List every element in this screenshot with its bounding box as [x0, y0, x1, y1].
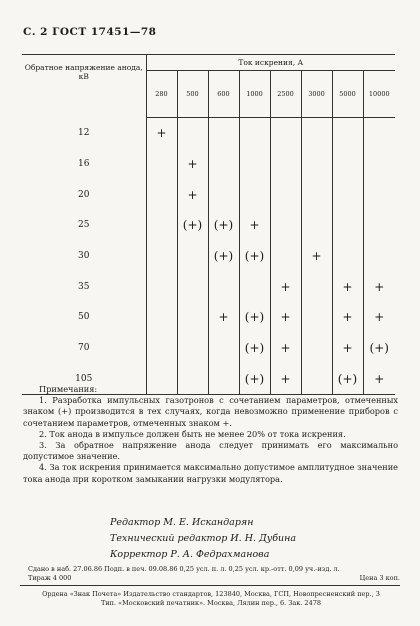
- cell-mark: (+): [369, 341, 389, 356]
- divider: [20, 585, 400, 586]
- cell-mark: +: [342, 341, 353, 356]
- notes-title: Примечания:: [39, 384, 98, 394]
- cell-mark: +: [187, 157, 198, 172]
- publisher-line: Ордена «Знак Почета» Издательство стандартов, 123840, Москва, ГСП, Новопресненский пер., 3: [42, 590, 380, 598]
- table-cell: [270, 241, 301, 272]
- table-cell: [208, 179, 239, 210]
- table-cell: [208, 271, 239, 302]
- cell-mark: (+): [244, 371, 265, 386]
- table-cell: [270, 118, 301, 149]
- table-cell: [363, 149, 395, 180]
- editor-line: Редактор М. Е. Искандарян: [110, 517, 254, 528]
- table-cell: [363, 241, 395, 272]
- table-cell: [239, 210, 270, 241]
- table-cell: [146, 149, 177, 180]
- note-4: 4. За ток искрения принимается максимально допустимое амплитудное значение тока анода при коротком замыкании нагрузки модулятора.: [23, 462, 398, 484]
- table-cell: [301, 210, 332, 241]
- table-cell: [332, 210, 363, 241]
- column-header: 2500: [270, 71, 301, 118]
- corrector-line: Корректор Р. А. Федрахманова: [110, 549, 270, 560]
- table-cell: [363, 333, 395, 364]
- table-cell: [270, 302, 301, 333]
- price: Цена 3 коп.: [359, 574, 400, 582]
- table-cell: [177, 149, 208, 180]
- cell-mark: +: [280, 371, 291, 386]
- table-header-row: [22, 55, 395, 71]
- table-cell: [270, 179, 301, 210]
- table-cell: [301, 118, 332, 149]
- table-cell: [301, 333, 332, 364]
- table-cell: [270, 271, 301, 302]
- imprint-block: [28, 565, 400, 583]
- table-cell: [332, 333, 363, 364]
- table-cell: [270, 333, 301, 364]
- table-cell: [208, 241, 239, 272]
- table-cell: [239, 149, 270, 180]
- cell-mark: +: [374, 310, 385, 325]
- row-label: 50: [78, 312, 90, 323]
- table-cell: [239, 179, 270, 210]
- table-cell: [239, 271, 270, 302]
- table-cell: [146, 179, 177, 210]
- cell-mark: +: [342, 310, 353, 325]
- printer-line: Тип. «Московский печатник». Москва, Лялин пер., 6. Зак. 2478: [101, 599, 321, 607]
- table-cell: [177, 333, 208, 364]
- table-cell: [177, 271, 208, 302]
- table-cell: [208, 302, 239, 333]
- cell-mark: (+): [182, 218, 203, 233]
- table-row: [22, 179, 395, 210]
- table-cell: [146, 271, 177, 302]
- table-cell: [208, 210, 239, 241]
- table-cell: [332, 241, 363, 272]
- row-label: 25: [78, 220, 90, 231]
- table-cell: [363, 118, 395, 149]
- page-header: С. 2 ГОСТ 17451—78: [23, 26, 157, 38]
- table-cell: [146, 118, 177, 149]
- table-cell: [301, 271, 332, 302]
- note-1: 1. Разработка импульсных газотронов с сочетанием параметров, отмеченных знаком (+) производится в тех случаях, когда невозможно применение приборов с сочетанием параметров, отмеченных знаком +.: [23, 395, 398, 428]
- row-label: 70: [78, 343, 90, 354]
- table-cell: [177, 210, 208, 241]
- table-cell: [146, 241, 177, 272]
- column-header: 10000: [363, 71, 395, 118]
- table-cell: [146, 210, 177, 241]
- table-cell: [146, 302, 177, 333]
- table-cell: [363, 210, 395, 241]
- table-cell: [332, 302, 363, 333]
- column-header: 1000: [239, 71, 270, 118]
- table-cell: [239, 333, 270, 364]
- table-cell: [301, 241, 332, 272]
- table-row: [22, 241, 395, 272]
- table-cell: [301, 149, 332, 180]
- row-label: 105: [22, 364, 146, 395]
- cell-mark: +: [218, 310, 229, 325]
- table-cell: [177, 241, 208, 272]
- tech-editor-line: Технический редактор И. Н. Дубина: [110, 533, 297, 544]
- table-cell: [270, 210, 301, 241]
- group-header: Ток искрения, А: [146, 55, 395, 71]
- table-row: [22, 302, 395, 333]
- table-cell: [301, 302, 332, 333]
- cell-mark: +: [280, 310, 291, 325]
- table-cell: [239, 118, 270, 149]
- table-row: [22, 149, 395, 180]
- table-row: [22, 118, 395, 149]
- column-header: 5000: [332, 71, 363, 118]
- cell-mark: +: [311, 249, 322, 264]
- table-cell: [177, 179, 208, 210]
- table-cell: [363, 302, 395, 333]
- table-cell: [177, 302, 208, 333]
- table-row: [22, 210, 395, 241]
- table-cell: [301, 179, 332, 210]
- table-cell: [208, 149, 239, 180]
- note-2: 2. Ток анода в импульсе должен быть не менее 20% от тока искрения.: [39, 428, 346, 439]
- table-cell: [363, 271, 395, 302]
- data-table: [22, 54, 395, 395]
- table-cell: [332, 118, 363, 149]
- editors-block: [110, 515, 296, 563]
- table-cell: [177, 118, 208, 149]
- cell-mark: (+): [213, 249, 234, 264]
- row-label: 20: [78, 189, 90, 200]
- table-cell: [270, 149, 301, 180]
- row-label: 12: [78, 128, 90, 139]
- print-run: Тираж 4 000: [28, 574, 72, 582]
- row-label: 35: [78, 281, 90, 292]
- table-cell: [332, 271, 363, 302]
- cell-mark: +: [187, 187, 198, 202]
- cell-mark: +: [342, 279, 353, 294]
- row-label: 16: [78, 159, 90, 170]
- table-cell: [363, 179, 395, 210]
- column-header: 280: [146, 71, 177, 118]
- cell-mark: (+): [244, 249, 265, 264]
- row-label: 30: [78, 251, 90, 262]
- imprint-line-1: Сдано в наб. 27.06.86 Подп. в печ. 09.08.86 0,25 усл. п. л. 0,25 усл. кр.-отт. 0,09 уч.-изд. л.: [28, 565, 340, 573]
- table-row: [22, 271, 395, 302]
- column-header: 600: [208, 71, 239, 118]
- notes-section: [23, 384, 398, 485]
- column-header: 500: [177, 71, 208, 118]
- row-header: Обратное напряжение анода, кВ: [22, 55, 146, 118]
- cell-mark: +: [280, 341, 291, 356]
- table-cell: [239, 302, 270, 333]
- table-cell: [332, 149, 363, 180]
- table-row: [22, 333, 395, 364]
- note-3: 3. За обратное напряжение анода следует принимать его максимально допустимое значение.: [23, 440, 398, 462]
- cell-mark: (+): [244, 341, 265, 356]
- cell-mark: +: [280, 279, 291, 294]
- cell-mark: (+): [244, 310, 265, 325]
- table-cell: [208, 118, 239, 149]
- footer: [20, 590, 402, 608]
- cell-mark: +: [374, 279, 385, 294]
- table-cell: [146, 333, 177, 364]
- table-cell: [208, 333, 239, 364]
- cell-mark: +: [249, 218, 260, 233]
- cell-mark: (+): [213, 218, 234, 233]
- table-cell: [239, 241, 270, 272]
- cell-mark: +: [156, 126, 167, 141]
- column-header: 3000: [301, 71, 332, 118]
- cell-mark: +: [374, 371, 385, 386]
- table-cell: [332, 179, 363, 210]
- cell-mark: (+): [337, 371, 358, 386]
